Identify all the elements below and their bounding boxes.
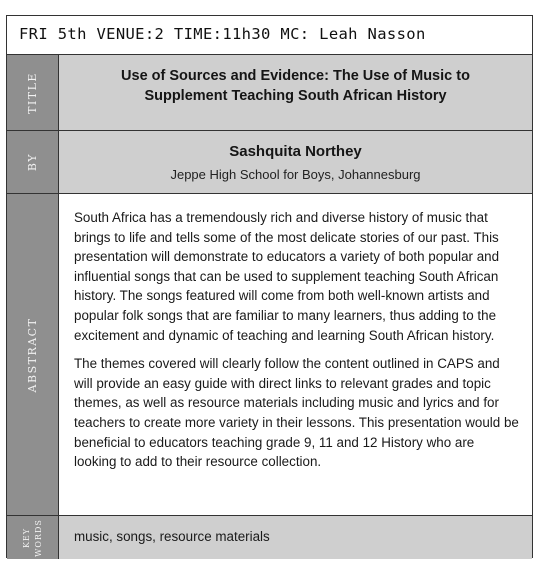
title-label-cell xyxy=(7,55,59,130)
title-label: TITLE xyxy=(25,71,39,114)
presentation-title-line-1: Use of Sources and Evidence: The Use of Music to xyxy=(121,68,470,84)
presentation-title-line-2: Supplement Teaching South African History xyxy=(144,88,447,104)
by-cell xyxy=(59,131,532,193)
presenter-name: Sashquita Northey xyxy=(229,143,362,160)
abstract-text xyxy=(74,208,520,481)
by-label-cell xyxy=(7,131,59,193)
abstract-cell xyxy=(59,194,532,515)
session-card xyxy=(6,15,533,558)
session-schedule-text: FRI 5th VENUE:2 TIME:11h30 MC: Leah Nasson xyxy=(19,25,426,43)
title-row xyxy=(7,55,532,131)
keywords-label: KEY WORDS xyxy=(21,518,43,557)
abstract-row xyxy=(7,194,532,516)
abstract-paragraph-2: The themes covered will clearly follow the content outlined in CAPS and will provide an easy guide with direct links to relevant grades and topic themes, as well as resource materials including music and lyrics and for teachers to create more variety in their lessons. This presentation would be beneficial to educators teaching grade 9, 11 and 12 History who are looking to add to their resource collection. xyxy=(74,356,519,470)
abstract-label: ABSTRACT xyxy=(25,317,39,392)
by-label: BY xyxy=(25,152,39,172)
by-row xyxy=(7,131,532,194)
keywords-label-cell xyxy=(7,516,59,559)
title-cell xyxy=(59,55,532,130)
abstract-paragraph-1: South Africa has a tremendously rich and diverse history of music that brings to life and tells some of the most delicate stories of our past. This presentation will demonstrate to educators a variety of both popular and influential songs that can be used to supplement teaching South African history. The songs featured will come from both well-known artists and popular folk songs that are familiar to many learners, thus adding to the excitement and dynamic of teaching and learning South African history. xyxy=(74,210,500,343)
abstract-label-cell xyxy=(7,194,59,515)
keywords-row xyxy=(7,516,532,559)
session-header xyxy=(7,16,532,55)
keywords-cell xyxy=(59,516,532,559)
presentation-title xyxy=(59,66,532,106)
presenter-school: Jeppe High School for Boys, Johannesburg xyxy=(170,167,421,182)
keywords-text: music, songs, resource materials xyxy=(74,529,270,544)
